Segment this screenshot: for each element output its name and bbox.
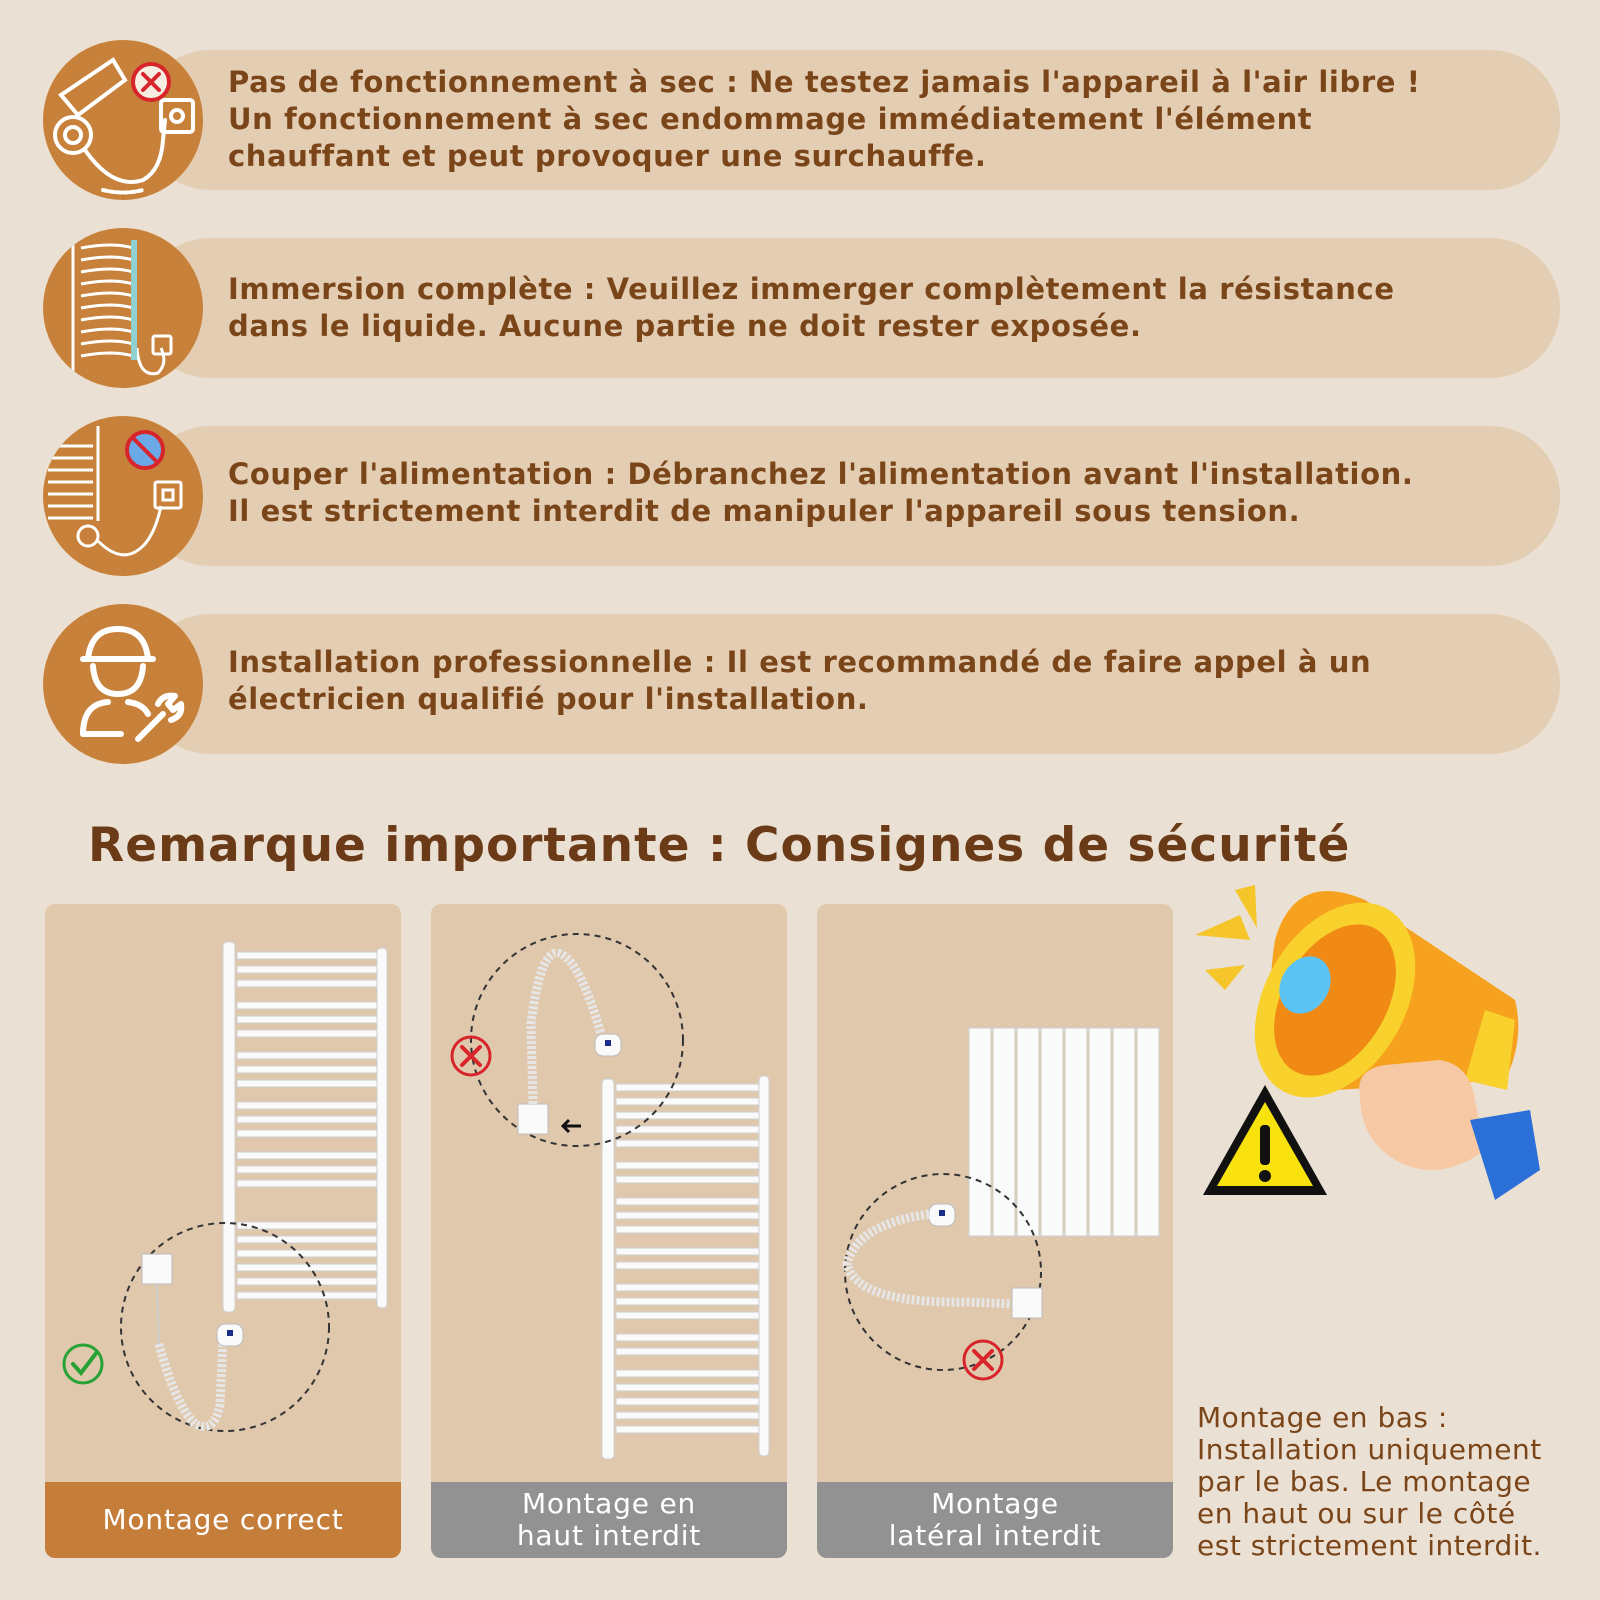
rule-power-off: [40, 416, 1560, 581]
panel-side-forbidden: [817, 904, 1173, 1558]
mounting-note: Montage en bas : Installation uniquement par le bas. Le montage en haut ou sur le côté est strictement interdit.: [1197, 1401, 1542, 1562]
rule-immersion: [40, 228, 1560, 393]
panel-top-forbidden: [431, 904, 787, 1558]
megaphone-warning-icon: [1185, 880, 1575, 1240]
section-heading: Remarque importante : Consignes de sécurité: [88, 818, 1351, 873]
unplug-power-icon: [43, 416, 203, 576]
rule-professional: [40, 604, 1560, 769]
electrician-icon: [43, 604, 203, 764]
towel-radiator-bottom-illustration: [45, 904, 401, 1558]
towel-radiator-top-illustration: [431, 904, 787, 1558]
rule-text: Immersion complète : Veuillez immerger complètement la résistance dans le liquide. Aucune partie ne doit rester exposée.: [228, 272, 1395, 343]
immersion-radiator-icon: [43, 228, 203, 388]
panel-label: Montage latéral interdit: [817, 1482, 1173, 1558]
rule-dry-heating: [40, 40, 1560, 205]
rule-text: Couper l'alimentation : Débranchez l'alimentation avant l'installation. Il est strictement interdit de manipuler l'appareil sous tension.: [228, 457, 1414, 528]
panel-correct-mounting: [45, 904, 401, 1558]
dry-heating-icon: [43, 40, 203, 200]
panel-label: Montage en haut interdit: [431, 1482, 787, 1558]
rule-text: Pas de fonctionnement à sec : Ne testez jamais l'appareil à l'air libre ! Un fonctionnement à sec endommage immédiatement l'élément chauffant et peut provoquer une surchauffe.: [228, 65, 1421, 173]
panel-label: Montage correct: [45, 1482, 401, 1558]
panel-radiator-side-illustration: [817, 904, 1173, 1558]
rule-text: Installation professionnelle : Il est recommandé de faire appel à un électricien qualifié pour l'installation.: [228, 645, 1372, 716]
